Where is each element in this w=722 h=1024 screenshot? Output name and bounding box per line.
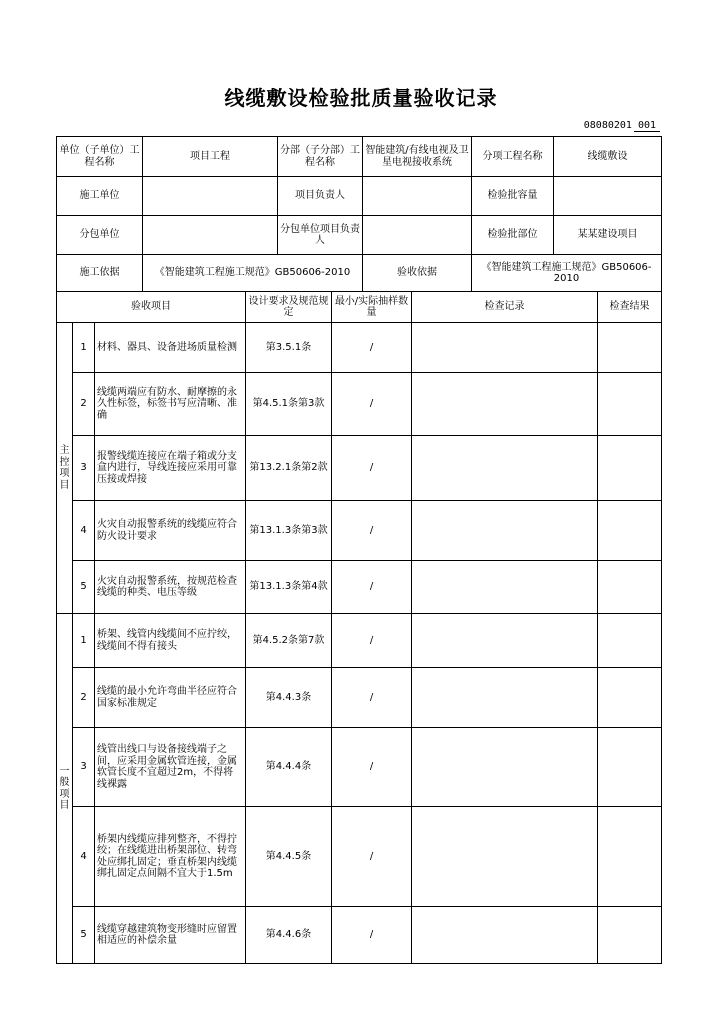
row-no: 4: [73, 501, 95, 561]
row-result[interactable]: [598, 373, 662, 436]
accept-basis-value[interactable]: 《智能建筑工程施工规范》GB50606-2010: [472, 255, 662, 292]
location-value[interactable]: 某某建设项目: [554, 216, 662, 255]
division-label: 分部（子分部）工程名称: [278, 137, 363, 177]
row-desc: 线缆穿越建筑物变形缝时应留置相适应的补偿余量: [95, 907, 246, 964]
constructor-value[interactable]: [143, 177, 278, 216]
row-record[interactable]: [412, 501, 598, 561]
row-desc: 线缆的最小允许弯曲半径应符合国家标准规定: [95, 668, 246, 728]
row-record[interactable]: [412, 807, 598, 907]
row-sample[interactable]: /: [332, 323, 412, 373]
sub-label: 分包单位: [57, 216, 143, 255]
row-spec: 第13.2.1条第2款: [246, 436, 332, 501]
row-result[interactable]: [598, 907, 662, 964]
row-spec: 第13.1.3条第3款: [246, 501, 332, 561]
division-value[interactable]: 智能建筑/有线电视及卫星电视接收系统: [363, 137, 472, 177]
row-no: 1: [73, 614, 95, 668]
item-label: 分项工程名称: [472, 137, 554, 177]
col-min: 最小/实际抽样数量: [332, 292, 412, 323]
record-code-number: 001: [634, 120, 660, 132]
col-result: 检查结果: [598, 292, 662, 323]
sub-pm-label: 分包单位项目负责人: [278, 216, 363, 255]
row-no: 2: [73, 668, 95, 728]
row-result[interactable]: [598, 614, 662, 668]
location-label: 检验批部位: [472, 216, 554, 255]
row-sample[interactable]: /: [332, 501, 412, 561]
row-no: 3: [73, 436, 95, 501]
row-spec: 第4.4.6条: [246, 907, 332, 964]
row-desc: 桥架、线管内线缆间不应拧绞，线缆间不得有接头: [95, 614, 246, 668]
row-desc: 桥架内线缆应排列整齐，不得拧绞；在线缆进出桥架部位、转弯处应绑扎固定；垂直桥架内线缆绑扎固定点间隔不宜大于1.5m: [95, 807, 246, 907]
row-record[interactable]: [412, 561, 598, 614]
row-record[interactable]: [412, 373, 598, 436]
pm-value[interactable]: [363, 177, 472, 216]
row-result[interactable]: [598, 807, 662, 907]
page-title: 线缆敷设检验批质量验收记录: [224, 86, 498, 110]
row-sample[interactable]: /: [332, 668, 412, 728]
row-spec: 第4.4.5条: [246, 807, 332, 907]
pm-label: 项目负责人: [278, 177, 363, 216]
row-record[interactable]: [412, 728, 598, 807]
row-spec: 第4.4.4条: [246, 728, 332, 807]
row-no: 5: [73, 907, 95, 964]
constructor-label: 施工单位: [57, 177, 143, 216]
basis-value[interactable]: 《智能建筑工程施工规范》GB50606-2010: [143, 255, 363, 292]
item-value[interactable]: 线缆敷设: [554, 137, 662, 177]
basis-label: 施工依据: [57, 255, 143, 292]
capacity-label: 检验批容量: [472, 177, 554, 216]
row-result[interactable]: [598, 728, 662, 807]
row-result[interactable]: [598, 436, 662, 501]
row-sample[interactable]: /: [332, 561, 412, 614]
row-no: 2: [73, 373, 95, 436]
row-spec: 第3.5.1条: [246, 323, 332, 373]
row-desc: 报警线缆连接应在端子箱或分支盒内进行，导线连接应采用可靠压接或焊接: [95, 436, 246, 501]
row-record[interactable]: [412, 614, 598, 668]
general-group-label: 一般项目: [57, 614, 73, 964]
row-sample[interactable]: /: [332, 907, 412, 964]
row-record[interactable]: [412, 436, 598, 501]
row-result[interactable]: [598, 501, 662, 561]
col-record: 检查记录: [412, 292, 598, 323]
unit-label: 单位（子单位）工程名称: [57, 137, 143, 177]
col-design: 设计要求及规范规定: [246, 292, 332, 323]
unit-value[interactable]: 项目工程: [143, 137, 278, 177]
row-spec: 第4.5.1条第3款: [246, 373, 332, 436]
row-spec: 第13.1.3条第4款: [246, 561, 332, 614]
row-sample[interactable]: /: [332, 614, 412, 668]
row-sample[interactable]: /: [332, 807, 412, 907]
row-record[interactable]: [412, 907, 598, 964]
record-code: [584, 120, 660, 132]
row-desc: 火灾自动报警系统，按规范检查线缆的种类、电压等级: [95, 561, 246, 614]
row-no: 1: [73, 323, 95, 373]
row-no: 4: [73, 807, 95, 907]
capacity-value[interactable]: [554, 177, 662, 216]
row-record[interactable]: [412, 323, 598, 373]
main-group-label: 主控项目: [57, 323, 73, 614]
row-record[interactable]: [412, 668, 598, 728]
row-sample[interactable]: /: [332, 728, 412, 807]
header-table: [56, 136, 662, 292]
row-desc: 线缆两端应有防水、耐摩擦的永久性标签，标签书写应清晰、准确: [95, 373, 246, 436]
row-result[interactable]: [598, 561, 662, 614]
row-sample[interactable]: /: [332, 373, 412, 436]
row-desc: 线管出线口与设备接线端子之间，应采用金属软管连接，金属软管长度不宜超过2m，不得将线裸露: [95, 728, 246, 807]
row-result[interactable]: [598, 323, 662, 373]
row-sample[interactable]: /: [332, 436, 412, 501]
row-no: 5: [73, 561, 95, 614]
row-spec: 第4.4.3条: [246, 668, 332, 728]
accept-basis-label: 验收依据: [363, 255, 472, 292]
col-item: 验收项目: [57, 292, 246, 323]
sub-value[interactable]: [143, 216, 278, 255]
inspection-table: [56, 291, 662, 964]
record-code-prefix: 08080201: [583, 120, 632, 131]
sub-pm-value[interactable]: [363, 216, 472, 255]
row-result[interactable]: [598, 668, 662, 728]
row-no: 3: [73, 728, 95, 807]
row-desc: 材料、器具、设备进场质量检测: [95, 323, 246, 373]
row-desc: 火灾自动报警系统的线缆应符合防火设计要求: [95, 501, 246, 561]
row-spec: 第4.5.2条第7款: [246, 614, 332, 668]
